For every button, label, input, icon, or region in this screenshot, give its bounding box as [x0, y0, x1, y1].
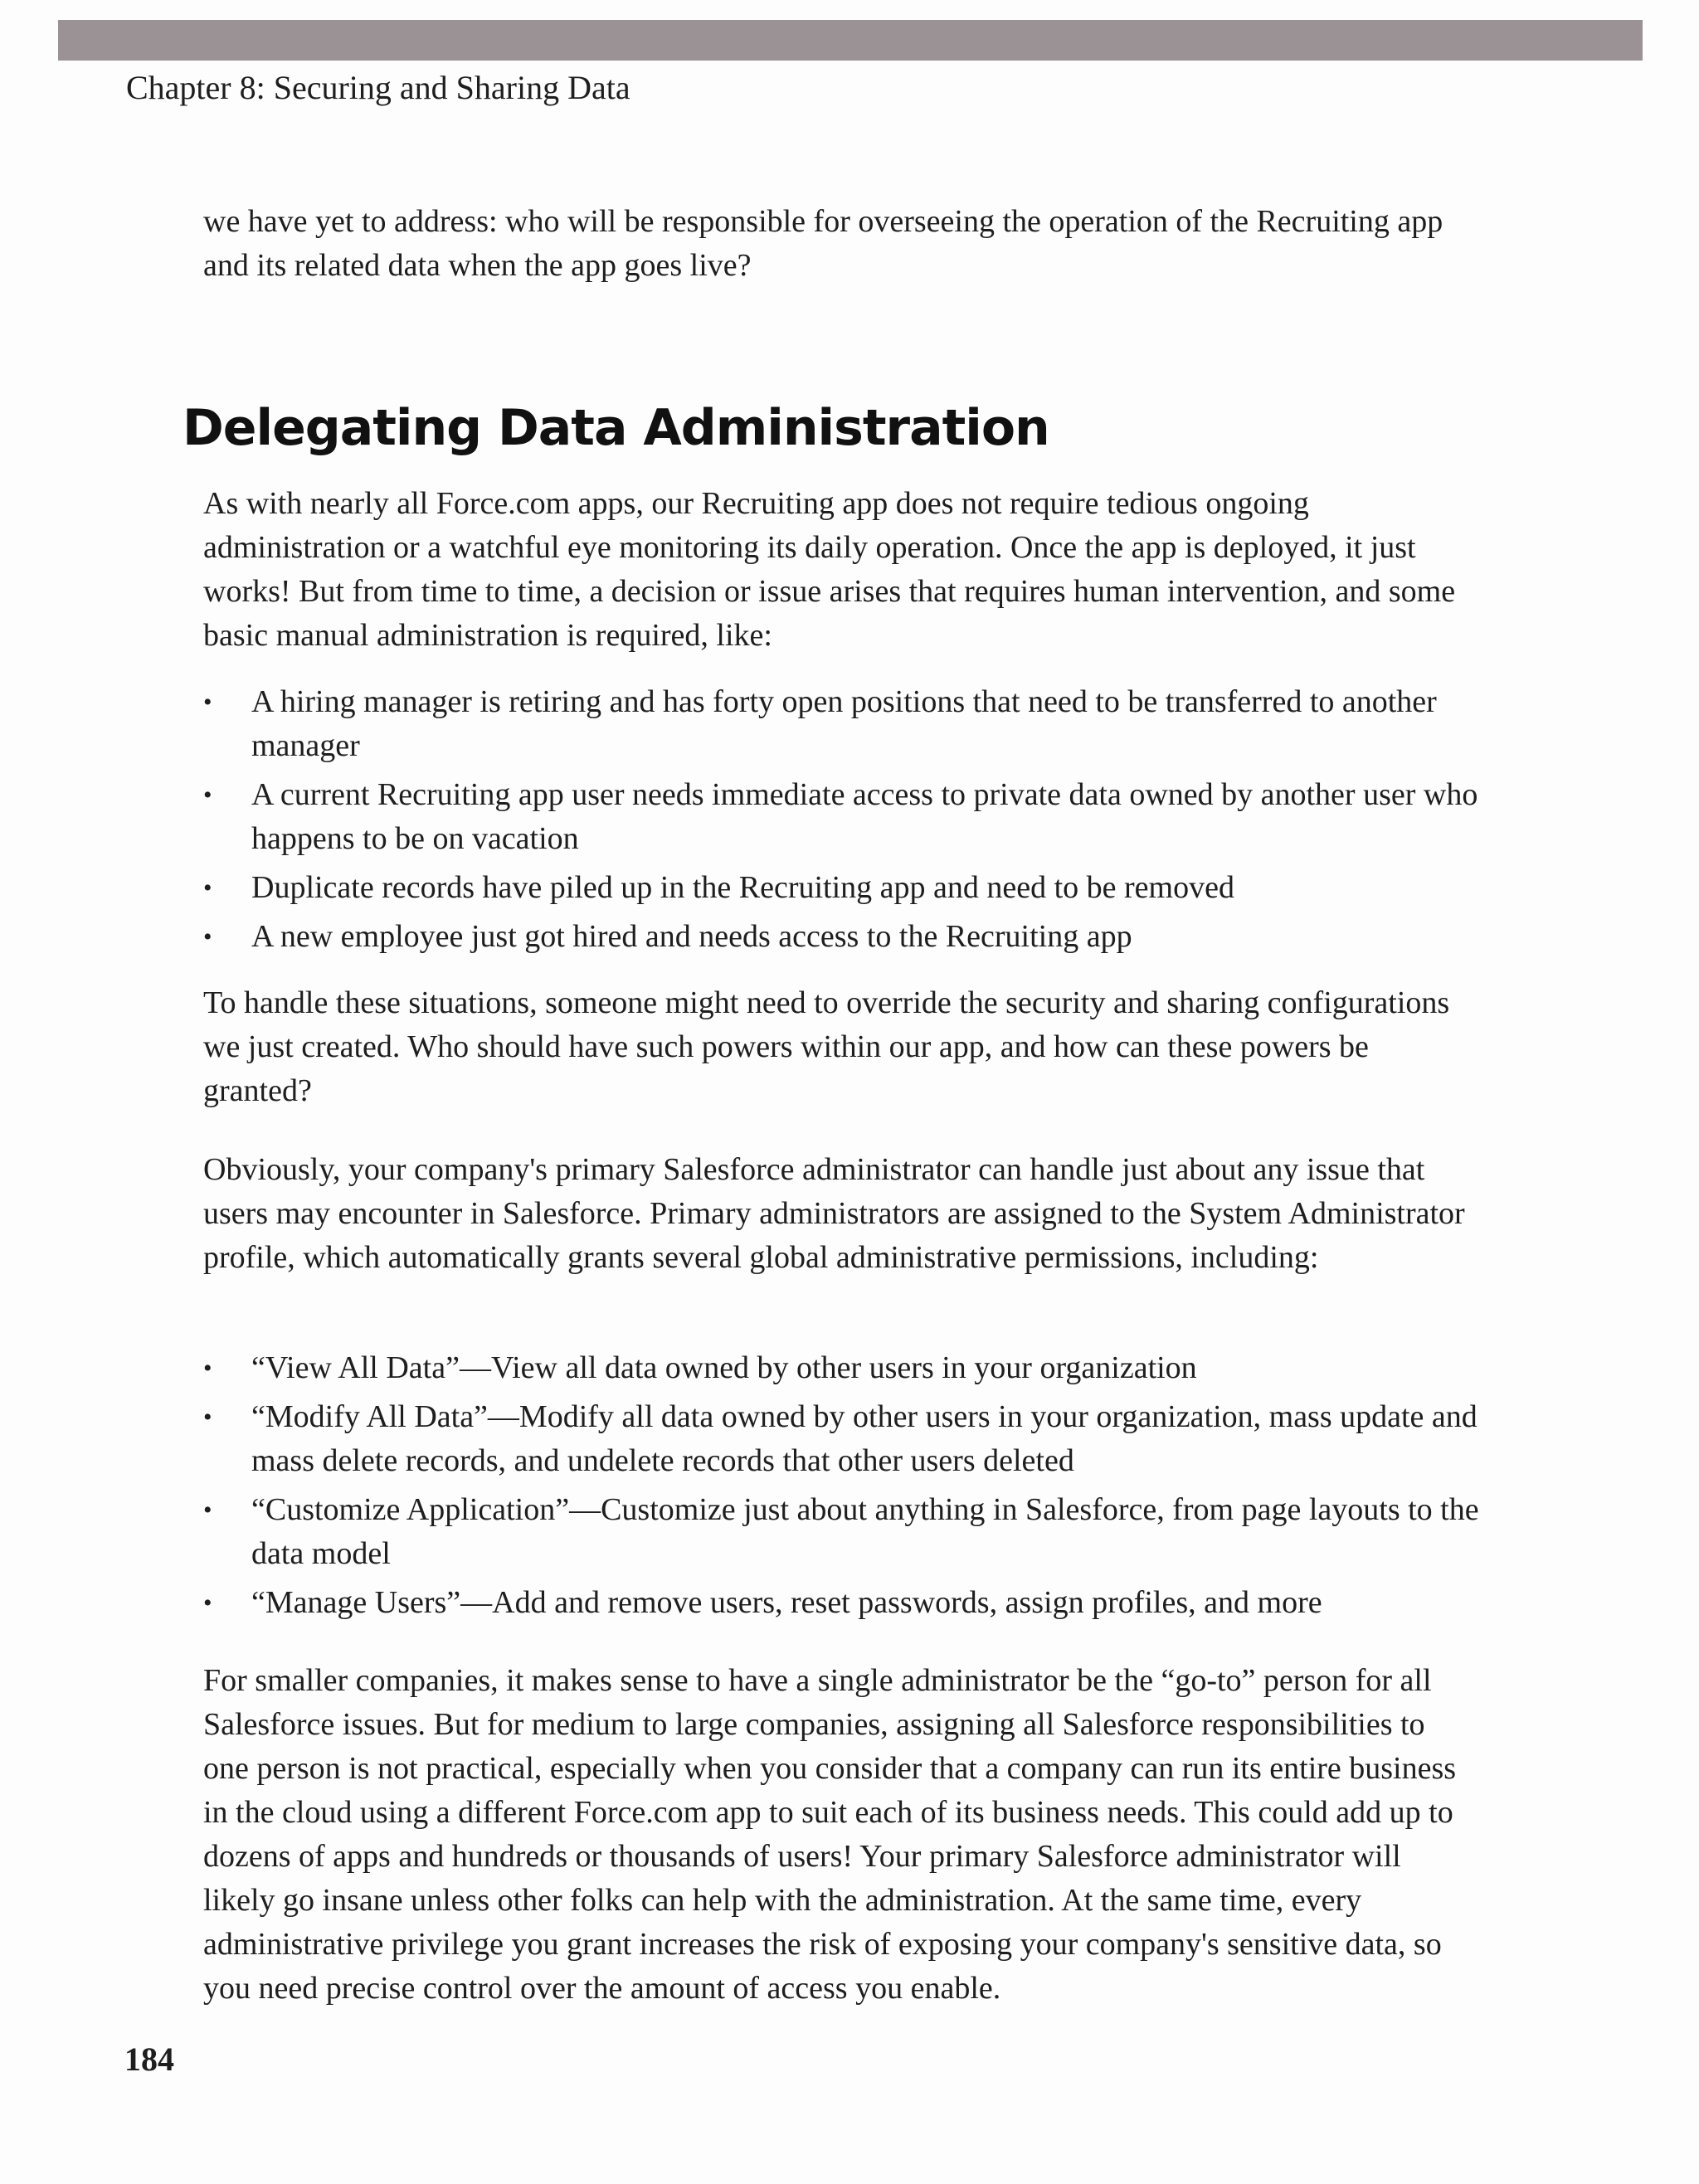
bullet-icon: • — [203, 781, 212, 809]
list-item: • A new employee just got hired and needs access to the Recruiting app — [203, 915, 1481, 959]
paragraph-2: To handle these situations, someone might need to override the security and sharing configurations we just created. Who should have such powers within our app, and how can these powers be granted? — [203, 985, 1450, 1108]
list-item: • “View All Data”—View all data owned by other users in your organization — [203, 1346, 1481, 1390]
paragraph-1: As with nearly all Force.com apps, our Recruiting app does not require tedious ongoing administration or a watchful eye monitoring its daily operation. Once the app is deployed, it just works! But from time to time, a decision or issue arises that requires human intervention, and some basic manual administration is required, like: — [203, 486, 1456, 653]
bullet-icon: • — [203, 923, 212, 951]
bullet-icon: • — [203, 1355, 212, 1382]
section-heading: Delegating Data Administration — [183, 399, 1049, 457]
intro-paragraph: we have yet to address: who will be responsible for overseeing the operation of the Recruiting app and its related data when the app goes live? — [203, 204, 1443, 283]
page-number: 184 — [124, 2041, 174, 2078]
bullet-list-1 — [203, 680, 1481, 964]
bullet-icon: • — [203, 1403, 212, 1431]
list-item: • Duplicate records have piled up in the Recruiting app and need to be removed — [203, 866, 1481, 910]
list-item: • A current Recruiting app user needs immediate access to private data owned by another user who happens to be on vacation — [203, 773, 1481, 861]
bullet-list-2 — [203, 1346, 1481, 1630]
bullet-icon: • — [203, 874, 212, 902]
bullet-icon: • — [203, 1589, 212, 1617]
bullet-icon: • — [203, 1496, 212, 1524]
running-header: Chapter 8: Securing and Sharing Data — [126, 69, 630, 106]
paragraph-4: For smaller companies, it makes sense to have a single administrator be the “go-to” person for all Salesforce issues. But for medium to large companies, assigning all Salesforce responsibilities to one person is not practical, especially when you consider that a company can run its entire business in the cloud using a different Force.com app to suit each of its business needs. This could add up to dozens of apps and hundreds or thousands of users! Your primary Salesforce administrator will likely go insane unless other folks can help with the administration. At the same time, every administrative privilege you grant increases the risk of exposing your company's sensitive data, so you need precise control over the amount of access you enable. — [203, 1663, 1457, 2006]
bullet-icon: • — [203, 688, 212, 716]
list-item: • A hiring manager is retiring and has forty open positions that need to be transferred to another manager — [203, 680, 1481, 768]
paragraph-3: Obviously, your company's primary Salesforce administrator can handle just about any issue that users may encounter in Salesforce. Primary administrators are assigned to the System Administrator profile, which automatically grants several global administrative permissions, including: — [203, 1152, 1465, 1275]
list-item: • “Customize Application”—Customize just about anything in Salesforce, from page layouts to the data model — [203, 1488, 1481, 1576]
list-item: • “Modify All Data”—Modify all data owned by other users in your organization, mass update and mass delete records, and undelete records that other users deleted — [203, 1395, 1481, 1483]
header-bar — [58, 20, 1643, 61]
list-item: • “Manage Users”—Add and remove users, reset passwords, assign profiles, and more — [203, 1581, 1481, 1625]
